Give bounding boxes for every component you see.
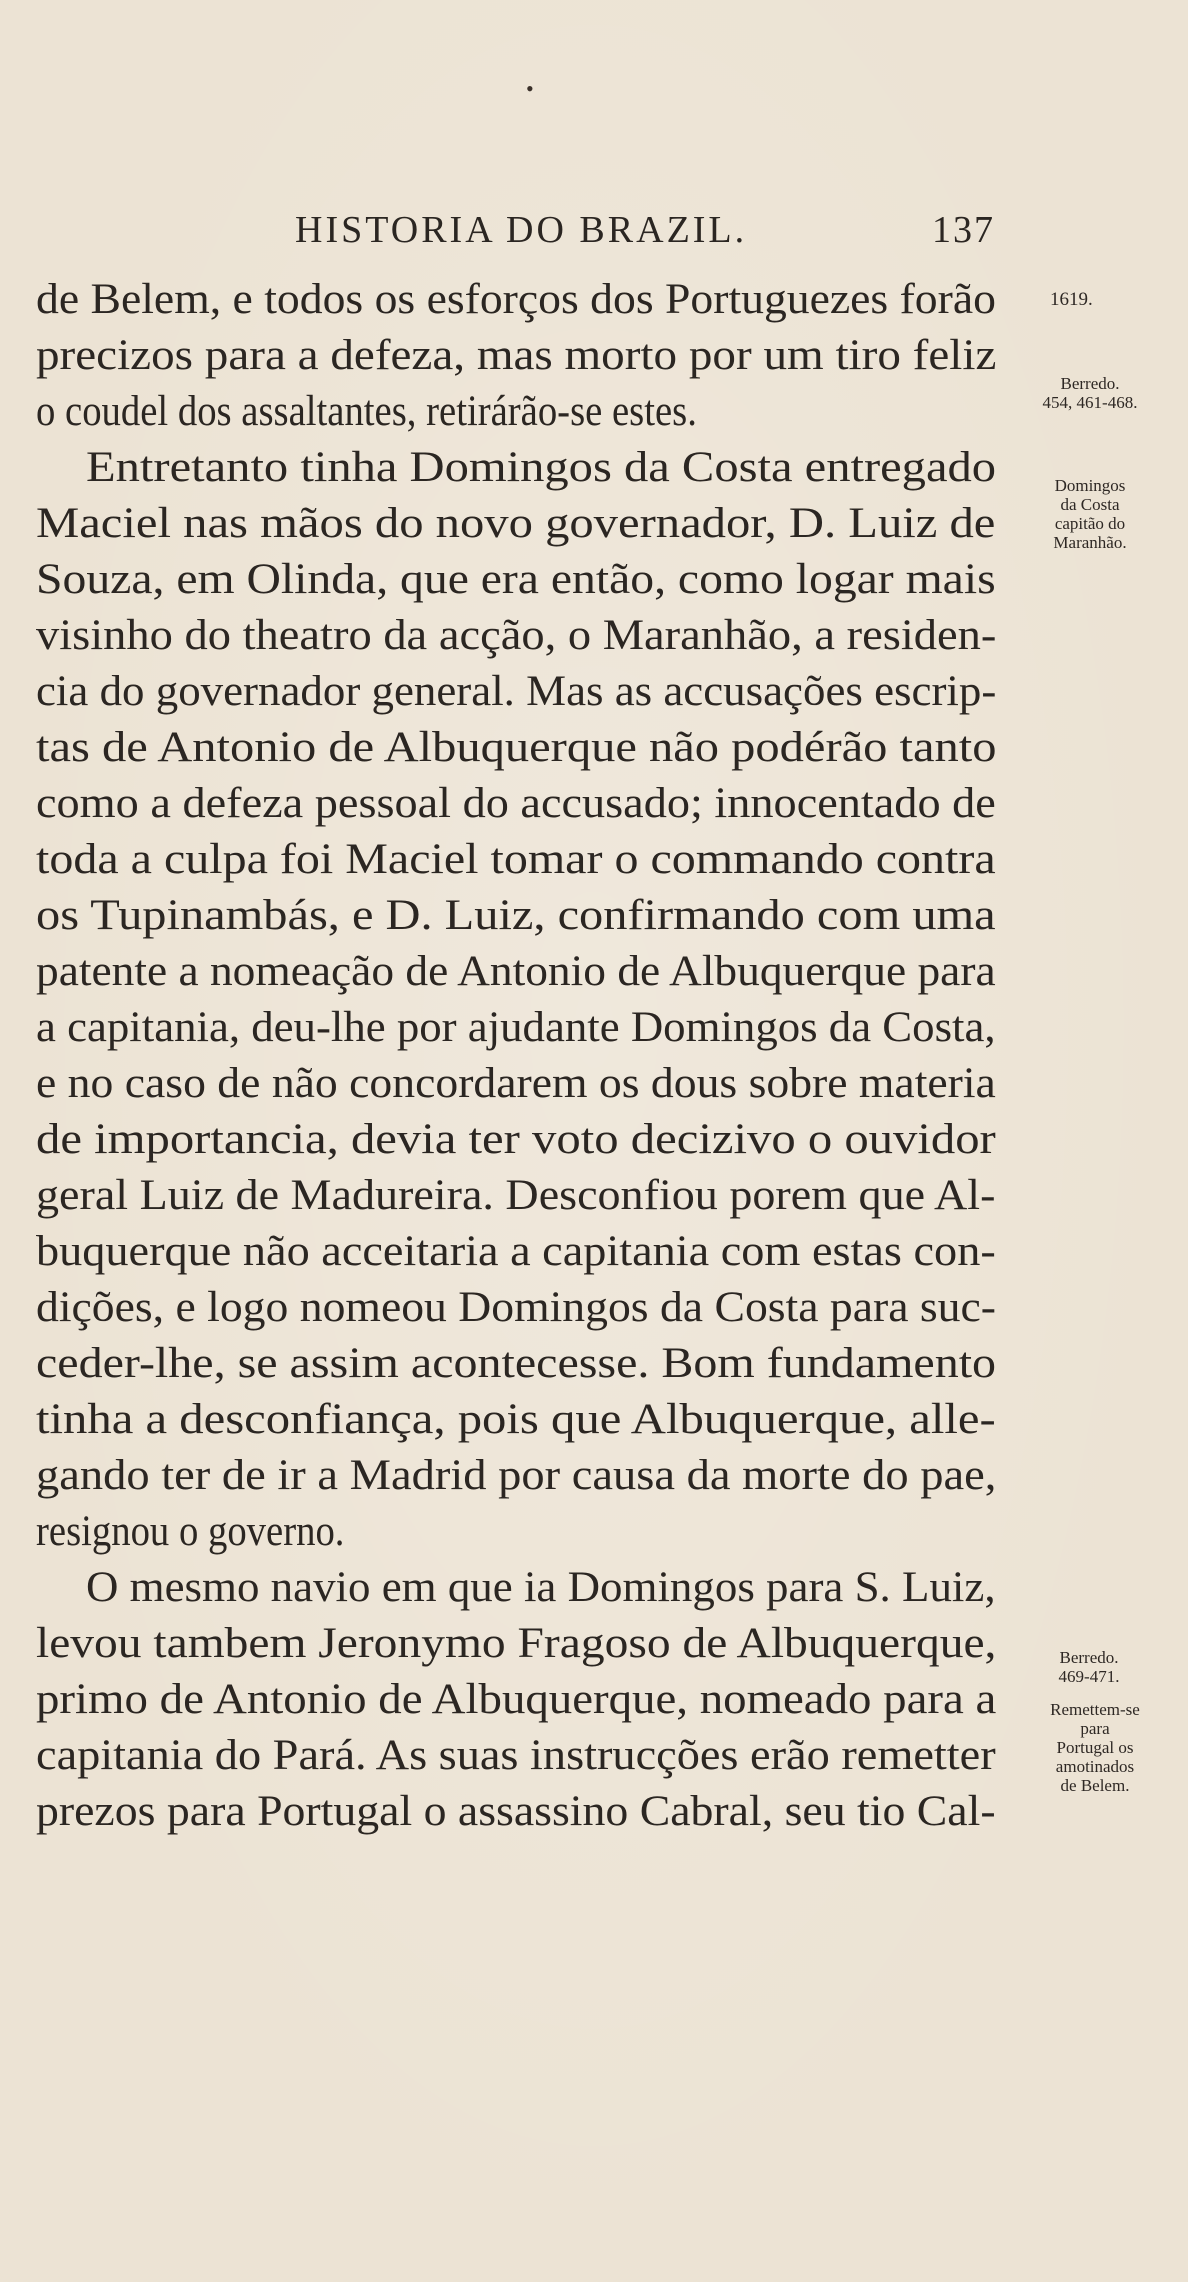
margin-summary: [1020, 1700, 1170, 1795]
text-line: a capitania, deu-lhe por ajudante Domingos da Costa,: [36, 1004, 996, 1051]
text-line: Entretanto tinha Domingos da Costa entregado: [86, 444, 997, 491]
margin-summary-line: Remettem-se: [1050, 1700, 1140, 1719]
text-line: tas de Antonio de Albuquerque não podérão tanto: [36, 724, 997, 771]
text-line: dições, e logo nomeou Domingos da Costa para suc-: [36, 1284, 996, 1331]
page-number: 137: [932, 209, 995, 251]
margin-summary-line: Portugal os: [1056, 1738, 1134, 1757]
margin-reference-author: Berredo.: [1059, 1648, 1119, 1667]
text-line: e no caso de não concordarem os dous sobre materia: [36, 1060, 996, 1107]
text-line: O mesmo navio em que ia Domingos para S. Luiz,: [86, 1564, 996, 1611]
text-line: geral Luiz de Madureira. Desconfiou porem que Al-: [36, 1172, 996, 1219]
text-line: prezos para Portugal o assassino Cabral, seu tio Cal-: [36, 1788, 996, 1835]
text-line: como a defeza pessoal do accusado; innocentado de: [36, 780, 996, 827]
margin-reference-author: Berredo.: [1060, 374, 1120, 393]
margin-summary-line: capitão do: [1054, 514, 1126, 533]
text-line: patente a nomeação de Antonio de Albuquerque para: [36, 948, 996, 995]
margin-summary-line: de Belem.: [1060, 1776, 1130, 1795]
margin-reference: [1024, 1648, 1154, 1686]
margin-reference-pages: 454, 461-468.: [1042, 393, 1138, 412]
margin-reference: [1020, 374, 1160, 412]
margin-summary-line: da Costa: [1060, 495, 1120, 514]
text-line: resignou o governo.: [36, 1508, 345, 1555]
running-title: HISTORIA DO BRAZIL.: [295, 209, 748, 251]
text-line: o coudel dos assaltantes, retirárão-se estes.: [36, 388, 697, 435]
text-line: capitania do Pará. As suas instrucções erão remetter: [36, 1732, 996, 1779]
ink-speck: •: [526, 76, 534, 101]
margin-summary-line: para: [1080, 1719, 1110, 1738]
text-line: de importancia, devia ter voto decizivo o ouvidor: [36, 1116, 996, 1163]
text-line: os Tupinambás, e D. Luiz, confirmando com uma: [36, 892, 996, 939]
margin-summary-line: Domingos: [1054, 476, 1126, 495]
margin-reference-pages: 469-471.: [1058, 1667, 1120, 1686]
text-line: toda a culpa foi Maciel tomar o commando contra: [36, 836, 996, 883]
text-line: levou tambem Jeronymo Fragoso de Albuquerque,: [36, 1620, 997, 1667]
margin-summary: [1018, 476, 1162, 552]
text-line: precizos para a defeza, mas morto por um tiro feliz: [36, 332, 997, 379]
text-line: de Belem, e todos os esforços dos Portuguezes forão: [36, 276, 996, 323]
text-line: visinho do theatro da acção, o Maranhão, a residen-: [36, 612, 997, 659]
margin-year: 1619.: [1050, 289, 1093, 310]
text-line: Maciel nas mãos do novo governador, D. Luiz de: [36, 500, 996, 547]
text-line: tinha a desconfiança, pois que Albuquerque, alle-: [36, 1396, 996, 1443]
text-line: ceder-lhe, se assim acontecesse. Bom fundamento: [36, 1340, 997, 1387]
margin-summary-line: amotinados: [1055, 1757, 1135, 1776]
margin-summary-line: Maranhão.: [1053, 533, 1127, 552]
running-header: [295, 208, 995, 254]
text-line: cia do governador general. Mas as accusações escrip-: [36, 668, 997, 715]
text-line: buquerque não acceitaria a capitania com estas con-: [36, 1228, 996, 1275]
text-line: primo de Antonio de Albuquerque, nomeado para a: [36, 1676, 997, 1723]
text-line: Souza, em Olinda, que era então, como logar mais: [36, 556, 996, 603]
text-line: gando ter de ir a Madrid por causa da morte do pae,: [36, 1452, 997, 1499]
